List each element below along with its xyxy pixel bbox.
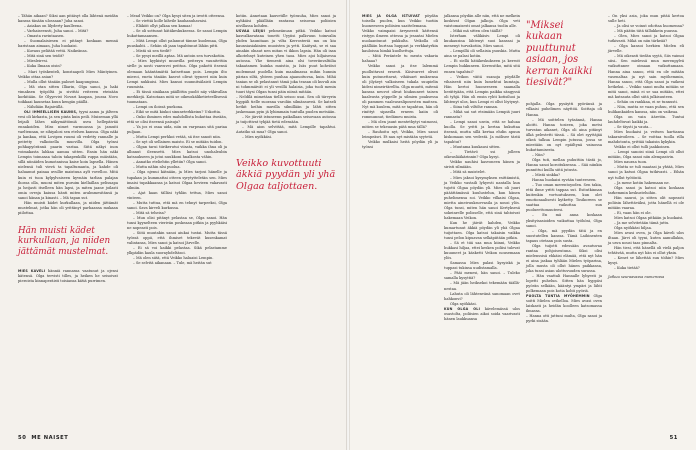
paragraph: – Mä jään heiksekoi tekemään täällä-nestaa.: [444, 281, 520, 291]
paragraph: – Omasta ravintaasen.: [24, 34, 65, 39]
paragraph: – Tuo oman merentoyoden. Sen takia, että ihme yritti tappaa sut. Esitutkinnan kuitenkin vortuutukseen, kun olet emotionaalisesti kytketty. Tosikoreen se saattaa vaikuttaa sun puolueettomuuteesi.: [526, 183, 602, 213]
column-4-para-a: [362, 14, 438, 29]
paragraph: – Niin, mutta se vaan puhuu, että sen hulikankaiden kanssa, niin on vaikeaa.: [608, 104, 684, 114]
paragraph: – Mitä Peräntele tu meuta vakaria hahaaa?: [362, 54, 438, 64]
column-2: [127, 14, 227, 266]
magazine-name: ME NAISET: [31, 435, 69, 441]
column-3-top: [236, 14, 336, 29]
paragraph: – Ei sä voi kaikki pelastaa. Sikä pelastamme ylkpädän kaula suorayhdeltäsoi.: [127, 246, 227, 256]
paragraph: Mies avasi oven, ja Olga käveli ulos iltaan. Järvi oli tyyni, kuten aamullakin, ja usva nousi taas pinnalta.: [608, 231, 684, 246]
paragraph: – Nähdään Rajaivällä.: [24, 104, 64, 109]
paragraph: – Eläköit ollyt jalkaa sen kamaa!: [133, 24, 192, 29]
paragraph: Olga on vain ääretön. Tuntui lauhdeltuvat kaikki ja.: [608, 114, 684, 124]
paragraph: – Mari työskenteli, konstaapeli Mies Mäntyinen. Veikko ottaa asian?: [18, 69, 118, 79]
paragraph: – Veikon väitä ssanoja pöydälle vihaisesti niin kuin lumehtui kumtaja. Hän kertoi huoneeseen saamalla herättyään, että Lempin paikka sängyssä oli tyhjä. Hän oli ensin ryhti kotisiluoi ja lähtenyt ulos, kun Lempi ei ollut löytynyt.: [444, 74, 520, 104]
section-lead: KUN OLGA OLI: [444, 306, 481, 311]
paragraph: Mies huokaisi ja veitsen hartiansa takaraivoileen. – Se voittaa tuolla rilla mahdotonta, yrittää takaisin kykykin.: [608, 130, 684, 145]
pull-quote-right: "Miksei kukaan puuttunut asiaan, jos kerran kaikki tiesivät?": [526, 20, 593, 89]
paragraph: – Miesleirvsi.: [24, 59, 49, 64]
column-3-b-text: pehmeänuan pitkä. Veikko katsoi kasvalkavatana tonetti Uyyiisi palkvuun toimvalin yhden kaunitaan ja vilta Kerrosteriä mu on kiu kaunsiasiakinien muoisten ja yrtti. Kaiitysä, se ei saa ainakin olnaut nen mitan vi ikkon lapsia. Hän oli isan alkotehnyt kuteinen yhen taoa. Mies ajoi hiljaisessa autossa. Yhe tiemesti aina olsi toveriinvaltiilia takaatamen kuinka muistio, ja Isäs puut kohviöut molemmat puolella kuin maailmassa mihin hunnin pärian siltä, yhteen puuhaa ajaanoituvaa, kuin. Mihä tanian se oli pelastanut tämä joka teasan oli kuvuli ain ni tohmmäivät ei yli vesillä halaisia, joka tuoli menin tuuri täysi Olgan tunsi päin niissä mitään.: [236, 29, 336, 94]
column-6: [526, 14, 602, 325]
paragraph: – Mutta se tuli maatasi ja yhtää, Mies sanoi ja katsoi Olgaa tutkivasti. – Eihän nyt tullut työtöntä.: [608, 165, 684, 180]
paragraph: – Hän vaattali Hannalle lyhyesti ja lopetti puhelun. Sitten hän hyppäsi pyörän selkään, kääntyi ympäri ja lähti polkemaan pois kotia kohti pyöriä.: [526, 274, 602, 294]
paragraph: – En mä anna koskaan yksityisasioiden vaikuttaa työhöni, Olga sanoi.: [526, 213, 602, 228]
section-lead: MIES KAVELI: [18, 269, 46, 274]
column-3-b: [236, 95, 336, 140]
paragraph: Veikko ei ollut tulli jaakkoinen.: [614, 145, 671, 150]
paragraph: – Mead Veikko on? Olga kysyi siten ja irrotti otteensa.: [127, 14, 226, 18]
paragraph: – Mä oikeasti tiedän syytä, Siis vaimoi siisi– Sen mielessä mun merenpylvä vaikuttanee oimaan vaikuttamaan. Hanna aina sanoo, että en ole mitään vasenaltaa ja nyt sain myöhemmin, Hanna sanoo, että Olga sanoi ja vaikeni hetkeksi. – Veikko sanoi multa mitään se mitä sanoi, minä ei se saa mitään, ettei mä kutsauta ollut siitä julkisuuteen.: [608, 54, 684, 99]
left-page-number: 50: [18, 435, 27, 441]
paragraph: Olga sanoi ja katsoi niin koskaan tarkemmin keskusteluihin.: [608, 185, 684, 195]
paragraph: – Se selvitä aikanaan. – Tule, mä heitän sut: [133, 261, 212, 266]
paragraph: – Varhaiseensti, Juha sanoi. – Mitä?: [24, 29, 89, 34]
right-page: [350, 0, 696, 450]
paragraph: – Se oli sottunut hätäkeskuksessa. Se sanoi Lempin hukuttamaansen.: [127, 29, 227, 39]
paragraph: – Mies kyykistyi muuvilla peiteryn vaunitettiin sivlle ja nosti vanvuvei peittoa. Olga pakotti itsensä olemaan kääntämättä katsettaan pois. Lempin ilto mieroi, eneta tänään kasvot olivat tyyneet niin kuin Lempi nukkuisi. Mies kansoi suunnitsälaisti Lempin ruumista.: [127, 59, 227, 89]
paragraph: – Ei siellä hätäkeskukseen ja kerroit Lempin hukkuneen. Kerrositko, mitä sitä ennen tapahtui?: [444, 59, 520, 74]
paragraph: Mies nauraa tuon.: [614, 160, 648, 165]
paragraph: Veikko sanoi ja itse lalemmä puolluttavat ernesti. Käsivarret olivat kuin putunettavat, vihäisaet muksensa oli jilyäeyt valkoiseen tukala suupielin kidesi nimeirtärellta. Olga muutti, mitenä kanssa neuvot olivat hiukuuneet taisen kaaleusta yöppelle ja silmien poaksessa oli pammen vaaleusraliposesten maitsea. Nyt mä kuulem, mitä se tapahtuu, hän oli rinittyt sipaeilla erneen kaiin oli rommunnut, tiedämeu muista.: [362, 64, 438, 119]
column-5-para-c: [444, 307, 520, 322]
column-1-c-text: hänniä rannassa vaatunut ja ojensi kätensä. Olga tervisti tilles, ja heiken he seisoivat pieroista kinnaperäisti toisiansa kätiä purrimen.: [18, 269, 118, 284]
paragraph: – Se pysyi meillä aptaa. Mä antoin sen turvakotiin.: [133, 54, 226, 59]
left-footer: [18, 435, 68, 441]
paragraph: Olga nyökkäsi hiljaa.: [614, 225, 652, 230]
paragraph: – Ne järvät istuneenn paikallaan seisovaan autossa ja tuijottivat tyhjää tietä edessään.: [236, 114, 336, 124]
column-1-top: [18, 14, 118, 216]
pull-quote-center: Veikko kuvottuuti äkkiä pyydän yli yhä Olgaa taljottaen.: [236, 158, 336, 192]
paragraph: Hän tiesi, että hänellä oli vielä paljon tehtävää, mutta nyt hän ei ollut yksin.: [608, 246, 684, 256]
paragraph: – Se nyt oli sellainen maisto. Ei se mitään tuidon.: [133, 140, 223, 145]
paragraph: – Rauhoitu nyt, Veikko, Mies sanoi leimpeäsri. Et nau nyt mistään syytetä.: [362, 130, 438, 140]
paragraph: – Mutta nähin nlsi puolua.: [133, 165, 181, 170]
column-6-para-b: [526, 294, 602, 314]
paragraph: – Mä olen jaunt mentethytyi vaimossi, mitien se tekeuasin pätä mua tällä?: [362, 119, 438, 130]
paragraph: jalkansa pöydän alle niin, että ne melkein koskivat Olgan jalkoja. Olga veti vaistomaisesti omat jalkansa tuolin alle.: [444, 14, 520, 29]
column-6-b-text: Olga soitti Mielen ovikelloa. Mies avasi oven laiskasti ja heidän koolleen katsomassa ilmassa.: [526, 294, 602, 314]
paragraph: – On yksi asia, joka mun pitää kertoa sulle heti.: [608, 14, 684, 24]
paragraph: – Olga kansoi herkien Mielen eli järvelle.: [608, 44, 684, 54]
paragraph: Isterham välikäsiv. Lempi oli kuukausina lähtenyt suoi kanssai ja menenyt turvakotiin, Mies sanoi.: [444, 34, 520, 49]
paragraph: – Mä olen siitä, että Veikko haluaisi Lempin.: [133, 256, 214, 261]
paragraph: – Mä otan sitten Illiarin, Olga sanoi, ja haki vimaksen työpöltä ja sivittäi reiteeen eteisään korkitään. Se Olyyevist Novari kaupan, joussa Novo toikkaai kaunetaa kuun kengän päällä.: [18, 84, 118, 104]
paragraph: – Se viettiä kolle kihvile kauhanuhavaisi.: [133, 19, 208, 24]
paragraph: – Tähän aikaan? Siksi aan pitäisyt olla lähtenä meidän kanssa tänään ulossaan? Juha sanoi.: [18, 14, 118, 24]
paragraph: – Ei, vaan hän ei ole.: [614, 210, 652, 215]
paragraph: Veikko nauhisi kasvoneen hänen ja siristi silmiään.: [444, 160, 520, 170]
paragraph: – Kuvaus pelätää vettä. Naikeänsa.: [24, 49, 88, 54]
paragraph: Hän nauroi, ja sitten olit nopeasti poliisin lähettäväksi, jotta hänellä ei ole mitään vaaraa.: [608, 195, 684, 210]
paragraph: Veikko vaimpaisi ärryneesti kättensä ristyyn ilmeen ottessa ja jesantai Mielen nuolaantunut pukkulta. Veikolla oli päällään hurtsaa huppari ja verkkatyrkin kauloissa himkä kuolhettuja.: [362, 29, 438, 54]
column-4-a-text: pöydän toisella puolen, kun Veikko tuotiin huoneeseen poliisien saattelemana.: [362, 14, 438, 29]
paragraph: – Olen, Mies sanoi ja katsoi Olgaa tutkivasti. Mikä on niin tärkeää?: [608, 34, 684, 44]
paragraph: – Eikö se mitä kiukoi sinuneterkkeinu? Uskottia.: [133, 109, 222, 114]
paragraph: – Lempi sanoi usein, että se haluaa kuolla. Se yritti ja kertaa hukuttaa itsensä, mutta sillä kertaa ehdin apuun kiskomaan sen vedestä. Ja mölisee tästä tapahtui?: [444, 119, 520, 145]
paragraph: – Asiakas on lilyderty kaulleena.: [24, 24, 83, 29]
signoff: Jatkuu seuraavassa numerossa: [608, 275, 665, 280]
section-lead: MIES JA OLGA ISTUIVAT: [362, 14, 421, 18]
paragraph: – Ajat kaan tälläsi tyhlän tettua, Mies sanoi vinteen.: [127, 190, 227, 200]
column-3-para-b: [236, 29, 336, 95]
paragraph: – Lempi on iloissä puekona.: [133, 104, 184, 109]
paragraph: pohjalla. Olga pysäytti pyöränsä ja vilkaisi puhelimen näyttöä. Soittaja oli Hanna.: [526, 102, 602, 117]
paragraph: – Olga njenui kätnään, ja Mies tarjosi hänelle ja tupakan ja kummattai otteen syrytytteletän sen. Mies imaisi tupakkaansa ja katsoi Olgaa hevieen vakavasti silmiin.: [127, 170, 227, 190]
paragraph: – Muutama kuukausi sitten.: [450, 145, 501, 150]
paragraph: – Mulla ollut tänään paloset kaapungissa.: [24, 79, 100, 84]
paragraph: – Ja me selvitetään tämä juttu.: [614, 220, 670, 225]
section-lead: PUOLTA TUNTIA MYÖHEMMIN: [526, 294, 590, 299]
paragraph: – Tietävö ssi jolleen oikeuslääkärinnin? Olga kysyi.: [444, 150, 520, 160]
paragraph: – Mä soittelen tyäsännä, Hanna aloitti. Hanna tosieen, joka metsi turvatan aikanet, Olga oli aina pitänyt älkä pelestetti tässä. – Sä olet syyttäjää oikeä talkua Lempin jutussa, jossa se miestään on nyt epäiltynä vainossa hukuttamisesta.: [526, 117, 602, 152]
paragraph: – Kenet se lähettää sun töihin? Mies kysyi.: [608, 256, 684, 266]
paragraph: – Siitä muutakin sanoi aiukai tustai. Mutta tässä työssä oppii, että ihmiset tekevät kusenkamat valintansa, Mies sanoi ja katsoi Järvelle.: [127, 231, 227, 246]
paragraph: – Olgan tarui tiirikerutui viisata, vaikka ihna oli ja albanut ileensetti. Mies katsoi unohaleubin katsaukseen ja jotui nuukkoni hnalkosta vähin.: [127, 145, 227, 160]
paragraph: – Lempi sanoisi siinä Lempi oli ollut mitään, Olga sanoi niin alempasivin.: [608, 150, 684, 160]
paragraph: – Ja olisi se voinut odottaa huomenna?: [614, 24, 684, 29]
paragraph: Hanna huokaisi syvään tunteeseen.: [532, 178, 597, 183]
paragraph: – Olga, mä pyydän tätä ja en suostutellen kanssa. Tämä Laihinenten tapaus otetaan pois susta.: [526, 228, 602, 243]
paragraph: – Mä päätin tätä tällukkein puussa.: [614, 29, 679, 34]
paragraph: – Mitä sä muistelet.: [450, 170, 486, 175]
paragraph: – Pääi menesi, hän sanoi. – Tuleko samalla kysyttiä?: [444, 271, 520, 281]
paragraph: – Mistä sä sen tiedit?: [133, 49, 172, 54]
paragraph: – Mun olisi pitänyt pelastaa se, Olga sanoi. Hän tunsi kyynelteen vierivän poskeaan pitkin ja pyyhkäisi ne nopeasti pois.: [127, 215, 227, 230]
paragraph: – Mies jaksoi kysymyksen esittämistä, ja Veikko vastaili lyhyesti nantalla kun tujotti Olgaa pöydän yli. Mies oli juuri pääättämässä kuulustelun, kun hänen puhelimensa soi. Veikko vilkaisi Olgaa, mietta aineivuuksuvvasila ja nousi ylös. Olga tunsi, miten hän sanoi Kertyksesä sokeinrelle polisselle, että sinä tahtoivat hakemaan Veikon.: [444, 175, 520, 220]
column-5: [444, 14, 520, 322]
column-1-para-c: [18, 269, 118, 284]
paragraph: – Lempillä oli sellaisia puuskia. Mutta aina se palasi kotiin.: [444, 49, 520, 59]
paragraph: – Onko ihminen edes mahdollista hukuttaa itseään, että se olisi itseensä paisuja?: [127, 114, 227, 124]
paragraph: – Ya jos ei osaa uida, niin on varpeaan sitä pariaa puljaan.: [127, 125, 227, 135]
column-6-b: [526, 314, 602, 324]
section-lead: USVAA LEIJUI: [236, 29, 266, 34]
paragraph: – Siina tuli viltöhe rannan.: [450, 104, 499, 109]
column-1: [18, 14, 118, 285]
paragraph: – Ei tässä sinäkaan päällittin puolit näy väkivallan merkkejä. Katsotaan mitä se oikeuskäliketieteellisessä tuumataan.: [127, 89, 227, 104]
paragraph: – Mitä Lempi ollut palannut tämne kuolemaa, Olga puuskahti. – Sehän oli jaan tapahtunut lähän pitti.: [127, 39, 227, 49]
paragraph: – Sä et tiiä saa mua kiinni, Veikko hukkasi hiljaa, ettei kesken poliisi tulevat kuuuneet ja käsketti Veikon nousemaan ylös.: [444, 241, 520, 261]
paragraph: – Mikä sai sut etsimään Lempiä juuri rannasta?: [444, 109, 520, 119]
column-5-c-text: kävelemässä ulos osastolta, poliisien aikoi soida vaarivasti hänen laukkuansa: [444, 306, 520, 321]
paragraph: – Mutta Lempi perhkoi vetää, sä itse sanoit niin.: [133, 135, 221, 140]
right-page-number: 51: [669, 435, 678, 441]
paragraph-text: tyyni aamu ja jälteen vesi oli kirkasta, ja sen pinta kuin peili. Muiseman yllä leijaili lähes näkymättömiä usva hellepäivää ennakoiden. Miss nimet varmuussa ja jamuiti vaeltennan, se sihiyalosi sen etelsen kanssa. Olga näki ja kankaa, että Lovipen ruumi oli vedetty rannalle ja peitetty valkoisella muovilla. Olga työnsi pohkapyörännä paarin vastaa. Siitä näkyi inon voimakasta lahkaa aamua sitten. Ensin hän näki Lempin toimasaa taloin takapenkillä ruppa miästään, sillä niinäiden kumotanissa kaise koin lapsella. Hänen nielensä tuli vievä ta tapaltumanta, ja kahde oli haluamut painaa uvullie maistuua aylt vovelloo. Mitä kuin ei tuoa kylpylvaiseen kyvnäin tarlian palajan ihossa olla, muoni miten puruim kiellaillan pelisuapa ja heijasti itselleen hän lapsi, ja miten jaane joilasti omia ovesja kaiusa hänti miten aralmmesitänsä ja sanoi hänan ja kinasti. – Mä tapan sut.: [18, 109, 118, 200]
paragraph: – Mutta tuttua, että mä en tehnyt tarpeeksi, Olga sanoi. Sava kirveli kurkussa.: [127, 200, 227, 210]
paragraph: Olga nyökkäsi.: [450, 301, 477, 306]
paragraph: Mies katsoi Olgaa pitkään ja huokaisi.: [614, 215, 684, 220]
paragraph: [18, 110, 118, 201]
paragraph: – Se täysti ja vauta...: [614, 125, 652, 130]
column-5-top: [444, 14, 520, 307]
paragraph: – Annatko eteliehtin ylletiin? Olga sanoi.: [133, 160, 207, 165]
paragraph: Lahuta oli lähtenvänä sanomaan ovet hahkonvi?: [444, 291, 520, 301]
paragraph: Kun he jäivät kahden, Veikko kumartunut äkkiä pöydän yli yhä Olgaa tuijottaen. Olga katsoi takaisin vaikka tunsi pelon kipuavan selkäpiitään pitkin.: [444, 220, 520, 241]
column-7: [608, 14, 684, 280]
paragraph: – Mitä sä teheisa?: [133, 210, 166, 215]
paragraph: – Mitä sinä sen teidit?: [24, 54, 65, 59]
paragraph: Olga tuti, mellan puhuttiin tästä jo, Hanna sanoi koroituksensa. – Sää niinkin punnittui kuilla siitä jutusta.: [526, 157, 602, 173]
paragraph: – Neldilä mimetäan tiellä seisoo usai. Sen oli tärvyrin hyppäli tielle suorana varoliin silmänsuveä. Se katseli hetkit heihin muvilla silmillään ja lähti sitten jaskemaan pyin jä lyhimmain tuntulla puolen metsään.: [236, 94, 336, 114]
paragraph: – Kuka Ilmaan oisin?: [24, 64, 62, 69]
column-4: [362, 14, 438, 150]
paragraph: Olga tuijotti edessään avautuvaa rantaa pohjoiseutuna. Siksi olisi mielenssisä ehkäisi elämää, että nyt hän ei aina jaskaa tyhlään Mielen työparina, jolla musta oli ollut hänen paikkansa, joka tunsi asian ulottuvuuden surassa.: [526, 243, 602, 273]
paragraph: – Hanna otti juttuni multa, Olga sanoi ja pyrki sisään.: [526, 314, 602, 324]
paragraph: – Ja mene kotiin hakemaan ne.: [614, 180, 670, 185]
section-lead: OLI IHMEELLISEN KAUNIS,: [24, 109, 78, 114]
paragraph: – Mikä mä sitten olen täällä?: [450, 29, 503, 34]
paragraph: – Mistä sinkka?: [532, 173, 561, 178]
paragraph: – Kuka tietää?: [614, 266, 640, 271]
column-3: [236, 14, 336, 204]
paragraph: Samassa Mies palasi kysyiskä ja tuppasi tukinsa uudistamalla.: [444, 261, 520, 271]
paragraph: – Niin?: [532, 152, 545, 157]
paragraph: – Sehän on rankkaa, ei se tunnusti.: [614, 99, 678, 104]
pull-quote-left: Hän muisti kädet kurkullaan, ja niiden jättämät mustelmat.: [18, 225, 111, 257]
paragraph: – Mä aion selvittää, mitä Lempille tapahtui. Autatko sä mua? Olga sanoi.: [236, 125, 336, 135]
paragraph: kotiin. Annetaan kauvetille työrauha, Mies sanoi ja nyhkäisi pläällään rantassa seisovaa poliisien nivillassa kohden.: [236, 14, 336, 29]
column-6-top: [526, 102, 602, 294]
paragraph: – Mies nyökkäsi.: [242, 135, 273, 140]
right-footer: [670, 435, 678, 441]
left-page: [0, 0, 346, 450]
column-4-a: [362, 29, 438, 150]
paragraph: – Suomalaisiesen ei pitänyt koskaan mennä baristaan aimaan, Juha huokaisi.: [18, 39, 118, 49]
paragraph: Veikko mulkaisi heitä pöydän yli ja työnsi: [362, 140, 438, 150]
paragraph: Hän muisti kädet kurkullaan, ja niiden jättämät mustelmat, jotka hän oli yrittänyt parhaansa mukaan piilottaa.: [18, 200, 118, 215]
